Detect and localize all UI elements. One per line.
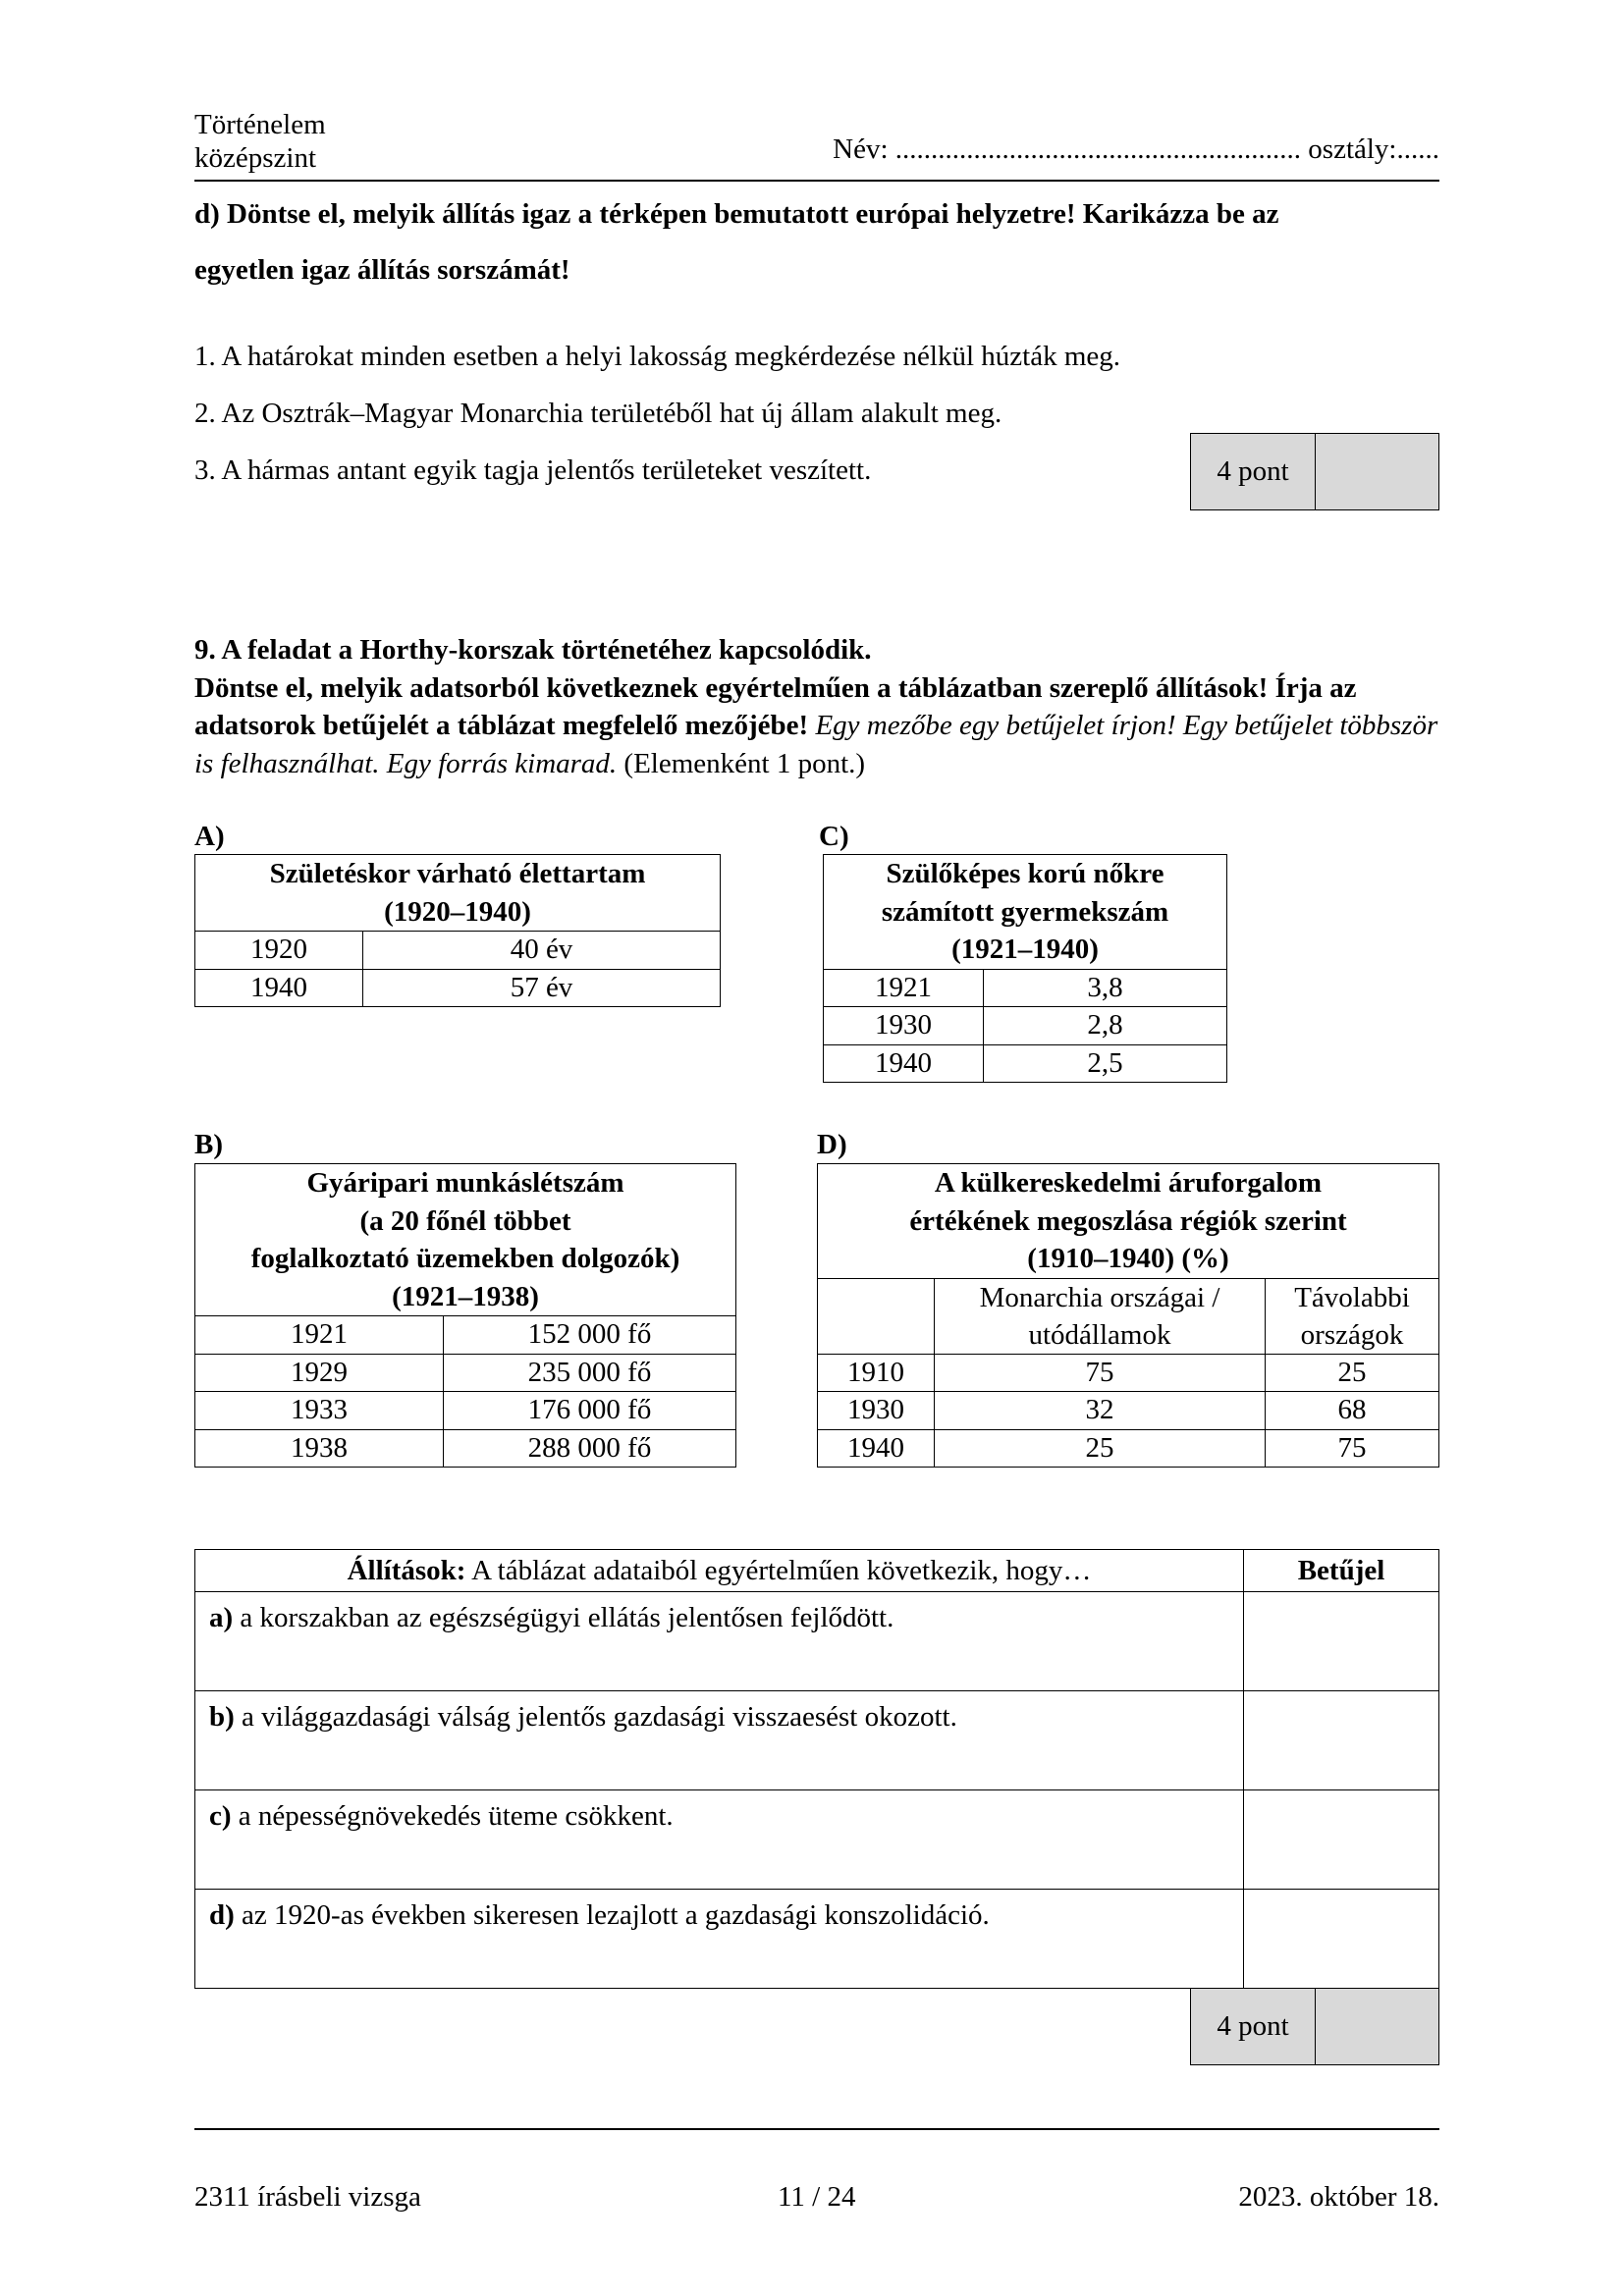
task-d-option-1[interactable]: 1. A határokat minden esetben a helyi lakosság megkérdezése nélkül húzták meg. (194, 341, 1120, 372)
table-row (195, 1354, 736, 1392)
source-b-title: Gyáripari munkáslétszám (a 20 főnél többet foglalkoztató üzemekben dolgozók) (1921–1938) (195, 1164, 736, 1316)
value-cell: 68 (1266, 1392, 1439, 1430)
statements-table (194, 1549, 1439, 1989)
answer-cell-b[interactable] (1244, 1691, 1439, 1790)
value-cell: 152 000 fő (444, 1316, 736, 1355)
answer-cell-a[interactable] (1244, 1592, 1439, 1691)
column-header-monarchia: Monarchia országai / utódállamok (935, 1278, 1266, 1354)
task-d-instruction-line2: egyetlen igaz állítás sorszámát! (194, 254, 570, 286)
value-cell: 235 000 fő (444, 1354, 736, 1392)
table-row (824, 969, 1227, 1007)
year-cell: 1940 (195, 969, 363, 1007)
statement-row (195, 1691, 1439, 1790)
task9-instruction-italic: Egy mezőbe egy betűjelet írjon! Egy betűjelet többször is felhasználhat. Egy forrás kimarad. (194, 710, 1438, 779)
value-cell: 25 (1266, 1354, 1439, 1392)
task-d-instruction-line1: d) Döntse el, melyik állítás igaz a térképen bemutatott európai helyzetre! Karikázza be az (194, 198, 1279, 230)
statement-row (195, 1592, 1439, 1691)
answer-cell-d[interactable] (1244, 1890, 1439, 1989)
statement-b: b) a világgazdasági válság jelentős gazdasági visszaesést okozott. (195, 1691, 1244, 1790)
table-row (824, 1007, 1227, 1045)
statement-d: d) az 1920-as években sikeresen lezajlott a gazdasági konszolidáció. (195, 1890, 1244, 1989)
page-header-subject (194, 108, 326, 175)
year-cell: 1930 (824, 1007, 984, 1045)
value-cell: 57 év (363, 969, 721, 1007)
source-a-table (194, 854, 721, 1007)
table-row (195, 1392, 736, 1430)
statement-a: a) a korszakban az egészségügyi ellátás jelentősen fejlődött. (195, 1592, 1244, 1691)
year-cell: 1921 (824, 969, 984, 1007)
task9-points-note: (Elemenként 1 pont.) (623, 747, 866, 779)
exam-date: 2023. október 18. (1238, 2181, 1439, 2213)
subject-level: középszint (194, 142, 317, 174)
year-cell: 1929 (195, 1354, 444, 1392)
value-cell: 75 (935, 1354, 1266, 1392)
task9-instruction: Döntse el, melyik adatsorból következnek egyértelműen a táblázatban szereplő állítások! Írja az adatsorok betűjelét a táblázat megfelelő mezőjébe! (194, 671, 1357, 741)
table-row (195, 1316, 736, 1355)
year-cell: 1940 (824, 1044, 984, 1083)
score-box-task9 (1190, 1988, 1439, 2065)
value-cell: 2,8 (984, 1007, 1227, 1045)
source-d-title: A külkereskedelmi áruforgalom értékének megoszlása régiók szerint (1910–1940) (%) (818, 1164, 1439, 1279)
table-row (818, 1392, 1439, 1430)
footer-divider (194, 2128, 1439, 2130)
source-a-label: A) (194, 821, 225, 852)
table-row (824, 1044, 1227, 1083)
score-value-field[interactable] (1316, 1989, 1438, 2064)
source-c-table (823, 854, 1227, 1083)
column-header-distant: Távolabbi országok (1266, 1278, 1439, 1354)
value-cell: 40 év (363, 932, 721, 970)
table-row (195, 1429, 736, 1468)
year-cell: 1930 (818, 1392, 935, 1430)
value-cell: 3,8 (984, 969, 1227, 1007)
table-header-row (818, 1278, 1439, 1354)
value-cell: 176 000 fő (444, 1392, 736, 1430)
footer-exam-code: 2311 írásbeli vizsga (194, 2181, 421, 2213)
source-c-label: C) (819, 821, 849, 852)
page-number: 11 / 24 (778, 2181, 856, 2213)
task-d-option-3[interactable]: 3. A hármas antant egyik tagja jelentős területeket veszített. (194, 454, 872, 486)
source-d-table (817, 1163, 1439, 1468)
value-cell: 25 (935, 1429, 1266, 1468)
table-row (818, 1354, 1439, 1392)
empty-header-cell (818, 1278, 935, 1354)
statement-row (195, 1790, 1439, 1890)
statements-header-row (195, 1550, 1439, 1592)
value-cell: 288 000 fő (444, 1429, 736, 1468)
source-b-table (194, 1163, 736, 1468)
year-cell: 1933 (195, 1392, 444, 1430)
table-row (818, 1429, 1439, 1468)
value-cell: 75 (1266, 1429, 1439, 1468)
task-d-option-2[interactable]: 2. Az Osztrák–Magyar Monarchia területéből hat új állam alakult meg. (194, 398, 1002, 429)
task9-intro (194, 631, 1446, 782)
source-d-label: D) (817, 1129, 847, 1160)
source-b-label: B) (194, 1129, 223, 1160)
subject-title: Történelem (194, 109, 326, 140)
name-class-field: Név: ......................................................... osztály:...... (833, 133, 1439, 165)
year-cell: 1910 (818, 1354, 935, 1392)
year-cell: 1920 (195, 932, 363, 970)
year-cell: 1938 (195, 1429, 444, 1468)
value-cell: 2,5 (984, 1044, 1227, 1083)
table-row (195, 932, 721, 970)
score-value-field[interactable] (1316, 434, 1438, 509)
source-c-title: Szülőképes korú nőkre számított gyermekszám (1921–1940) (824, 855, 1227, 970)
value-cell: 32 (935, 1392, 1266, 1430)
statement-c: c) a népességnövekedés üteme csökkent. (195, 1790, 1244, 1890)
year-cell: 1940 (818, 1429, 935, 1468)
statements-header: Állítások: A táblázat adataiból egyértelműen következik, hogy… (195, 1550, 1244, 1592)
year-cell: 1921 (195, 1316, 444, 1355)
answer-cell-c[interactable] (1244, 1790, 1439, 1890)
header-divider (194, 180, 1439, 182)
letter-column-header: Betűjel (1244, 1550, 1439, 1592)
score-label: 4 pont (1191, 1989, 1316, 2064)
source-a-title: Születéskor várható élettartam (1920–1940) (195, 855, 721, 932)
score-box-task-d (1190, 433, 1439, 510)
statement-row (195, 1890, 1439, 1989)
task9-title: 9. A feladat a Horthy-korszak történetéhez kapcsolódik. (194, 634, 872, 666)
score-label: 4 pont (1191, 434, 1316, 509)
table-row (195, 969, 721, 1007)
